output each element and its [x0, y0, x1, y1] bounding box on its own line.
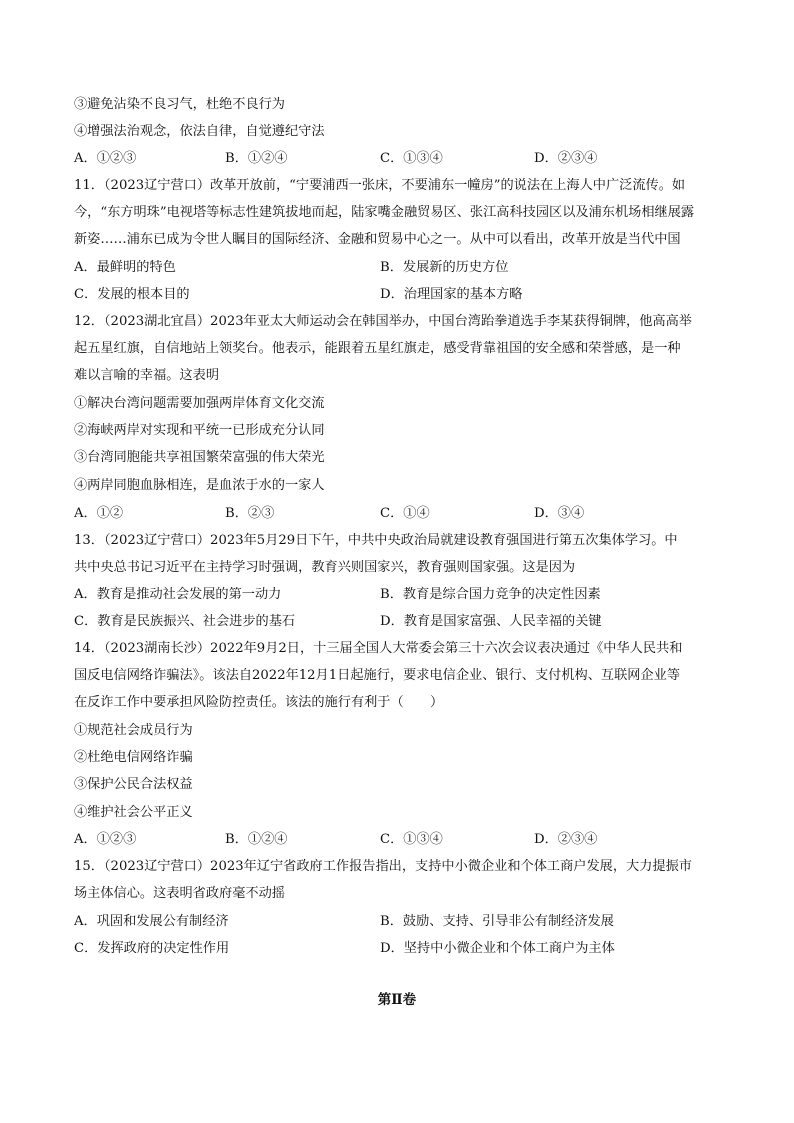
option-c: C．①④ — [380, 506, 430, 521]
q11-stem-line-2: 今，“东方明珠”电视塔等标志性建筑拔地而起，陆家嘴金融贸易区、张江高科技园区以及浦东机场相继展露 — [74, 205, 695, 220]
q12-stem-line-3: 难以言喻的幸福。这表明 — [74, 368, 220, 383]
option-b: B．鼓励、支持、引导非公有制经济发展 — [380, 914, 614, 929]
option-b: B．①②④ — [225, 151, 288, 166]
option-d: D．教育是国家富强、人民幸福的关键 — [380, 614, 602, 629]
q12-statement-2: ②海峡两岸对实现和平统一已形成充分认同 — [74, 423, 325, 438]
q14-stem-line-3: 在反诈工作中要承担风险防控责任。该法的施行有利于（ ） — [74, 695, 444, 710]
q15-options-row-1 — [74, 914, 734, 930]
section-title: 第Ⅱ卷 — [377, 992, 417, 1008]
option-d: D．治理国家的基本方略 — [380, 287, 523, 302]
option-d: D．③④ — [534, 506, 585, 521]
option-a: A．①② — [74, 506, 124, 521]
q13-options-row-2 — [74, 614, 734, 630]
option-c: C．①③④ — [380, 151, 443, 166]
option-c: C．发展的根本目的 — [74, 287, 190, 302]
q12-statement-1: ①解决台湾问题需要加强两岸体育文化交流 — [74, 396, 325, 411]
q12-statement-4: ④两岸同胞血脉相连，是血浓于水的一家人 — [74, 478, 325, 493]
option-d: D．②③④ — [534, 832, 598, 847]
option-a: A．①②③ — [74, 151, 137, 166]
option-d: D．坚持中小微企业和个体工商户为主体 — [380, 941, 615, 956]
option-c: C．发挥政府的决定性作用 — [74, 941, 230, 956]
q14-stem-line-1: 14．（2023湖南长沙）2022年9月2日，十三届全国人大常委会第三十六次会议表决通过《中华人民共和 — [74, 641, 683, 656]
q15-stem-line-2: 场主体信心。这表明省政府毫不动摇 — [74, 886, 285, 901]
q12-options-row — [74, 506, 734, 522]
q14-statement-1: ①规范社会成员行为 — [74, 723, 193, 738]
q13-stem-line-2: 共中央总书记习近平在主持学习时强调，教育兴则国家兴，教育强则国家强。这是因为 — [74, 560, 576, 575]
q12-stem-line-1: 12．（2023湖北宜昌）2023年亚太大师运动会在韩国举办，中国台湾跆拳道选手李某获得铜牌，他高高举 — [74, 314, 692, 329]
q11-stem-line-3: 新姿……浦东已成为令世人瞩目的国际经济、金融和贸易中心之一。从中可以看出，改革开放是当代中国 — [74, 232, 681, 247]
q15-stem-line-1: 15．（2023辽宁营口）2023年辽宁省政府工作报告指出，支持中小微企业和个体工商户发展，大力提振市 — [74, 859, 692, 874]
option-b: B．发展新的历史方位 — [380, 260, 509, 275]
q14-statement-2: ②杜绝电信网络诈骗 — [74, 750, 193, 765]
option-d: D．②③④ — [534, 151, 598, 166]
option-b: B．教育是综合国力竞争的决定性因素 — [380, 587, 601, 602]
q15-options-row-2 — [74, 941, 734, 957]
option-c: C．①③④ — [380, 832, 443, 847]
option-a: A．最鲜明的特色 — [74, 260, 176, 275]
option-b: B．①②④ — [225, 832, 288, 847]
q11-options-row-2 — [74, 287, 734, 303]
statement-4: ④增强法治观念，依法自律，自觉遵纪守法 — [74, 124, 325, 139]
q13-stem-line-1: 13．（2023辽宁营口）2023年5月29日下午，中共中央政治局就建设教育强国进行第五次集体学习。中 — [74, 533, 678, 548]
q12-statement-3: ③台湾同胞能共享祖国繁荣富强的伟大荣光 — [74, 450, 325, 465]
options-row — [74, 151, 734, 167]
q14-stem-line-2: 国反电信网络诈骗法》。该法自2022年12月1日起施行，要求电信企业、银行、支付机构、互联网企业等 — [74, 668, 681, 683]
q14-statement-3: ③保护公民合法权益 — [74, 777, 193, 792]
statement-3: ③避免沾染不良习气，杜绝不良行为 — [74, 97, 285, 112]
option-a: A．①②③ — [74, 832, 137, 847]
option-a: A．教育是推动社会发展的第一动力 — [74, 587, 282, 602]
q13-options-row-1 — [74, 587, 734, 603]
q11-stem-line-1: 11．（2023辽宁营口）改革开放前，“宁要浦西一张床，不要浦东一幢房”的说法在上海人中广泛流传。如 — [74, 178, 686, 193]
option-c: C．教育是民族振兴、社会进步的基石 — [74, 614, 296, 629]
q14-options-row — [74, 832, 734, 848]
option-a: A．巩固和发展公有制经济 — [74, 914, 229, 929]
q14-statement-4: ④维护社会公平正义 — [74, 805, 193, 820]
option-b: B．②③ — [225, 506, 275, 521]
q12-stem-line-2: 起五星红旗，自信地站上领奖台。他表示，能跟着五星红旗走，感受背靠祖国的安全感和荣誉感，是一种 — [74, 341, 681, 356]
q11-options-row-1 — [74, 260, 734, 276]
